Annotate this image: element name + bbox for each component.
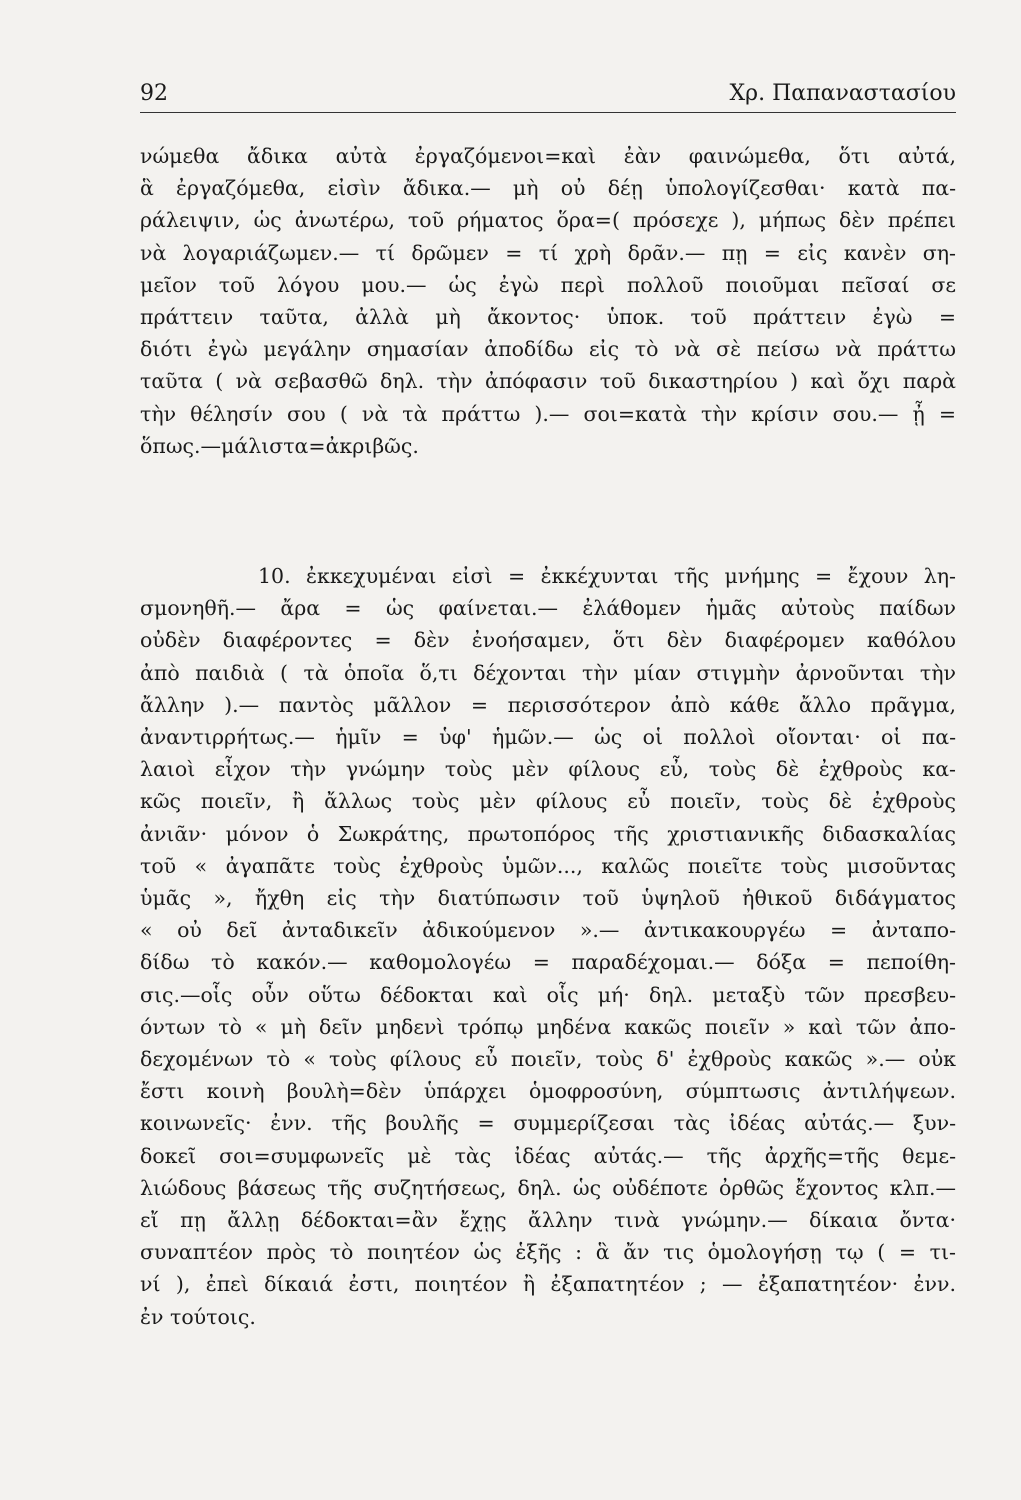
text-line: τοῦ « ἀγαπᾶτε τοὺς ἐχθροὺς ὑμῶν..., καλῶς ποιεῖτε τοὺς μισοῦντας (140, 853, 956, 878)
text-line: διότι ἐγὼ μεγάλην σημασίαν ἀποδίδω εἰς τὸ νὰ σὲ πείσω νὰ πράττω (140, 337, 956, 362)
text-line: τὴν θέλησίν σου ( νὰ τὰ πράττω ).— σοι=κατὰ τὴν κρίσιν σου.— ᾖ = (140, 401, 956, 426)
text-line: όντων τὸ « μὴ δεῖν μηδενὶ τρόπῳ μηδένα κακῶς ποιεῖν » καὶ τῶν ἀπο- (140, 1014, 956, 1039)
text-line: πράττειν ταῦτα, ἀλλὰ μὴ ἄκοντος· ὑποκ. τοῦ πράττειν ἐγὼ = (140, 305, 956, 330)
text-line: ἀπὸ παιδιὰ ( τὰ ὁποῖα ὅ,τι δέχονται τὴν μίαν στιγμὴν ἀρνοῦνται τὴν (140, 660, 956, 685)
text-line: δοκεῖ σοι=συμφωνεῖς μὲ τὰς ἰδέας αὐτάς.— τῆς ἀρχῆς=τῆς θεμε- (140, 1143, 956, 1168)
commentary-paragraph-10 (140, 560, 956, 1333)
page-header (140, 72, 956, 113)
running-head: Χρ. Παπαναστασίου (729, 81, 956, 106)
text-line: λαιοὶ εἶχον τὴν γνώμην τοὺς μὲν φίλους εὖ, τοὺς δὲ ἐχθροὺς κα- (140, 757, 956, 782)
text-line: ἄλλην ).— παντὸς μᾶλλον = περισσότερον ἀπὸ κάθε ἄλλο πρᾶγμα, (140, 692, 956, 717)
text-line: οὐδὲν διαφέροντες = δὲν ἐνοήσαμεν, ὅτι δὲν διαφέρομεν καθόλου (140, 628, 956, 653)
text-line: « οὐ δεῖ ἀνταδικεῖν ἀδικούμενον ».— ἀντικακουργέω = ἀνταπο- (140, 918, 956, 943)
section-heading-line: 10. ἐκκεχυμέναι εἰσὶ = ἐκκέχυνται τῆς μνήμης = ἔχουν λη- (258, 564, 956, 588)
text-line: εἴ πῃ ἄλλῃ δέδοκται=ἂν ἔχῃς ἄλλην τινὰ γνώμην.— δίκαια ὄντα· (140, 1208, 956, 1233)
text-line: λιώδους βάσεως τῆς συζητήσεως, δηλ. ὡς οὐδέποτε ὀρθῶς ἔχοντος κλπ.— (140, 1175, 956, 1200)
text-line: ἀναντιρρήτως.— ἡμῖν = ὑφ' ἡμῶν.— ὡς οἱ πολλοὶ οἴονται· οἱ πα- (140, 725, 956, 750)
text-line: νί ), ἐπεὶ δίκαιά ἐστι, ποιητέον ἢ ἐξαπατητέον ; — ἐξαπατητέον· ἐνν. (140, 1272, 956, 1297)
text-line: συναπτέον πρὸς τὸ ποιητέον ὡς ἑξῆς : ἃ ἄν τις ὁμολογήσῃ τῳ ( = τι- (140, 1240, 956, 1265)
commentary-paragraph-1 (140, 140, 956, 462)
text-line: κῶς ποιεῖν, ἢ ἄλλως τοὺς μὲν φίλους εὖ ποιεῖν, τοὺς δὲ ἐχθροὺς (140, 789, 956, 814)
text-line: κοινωνεῖς· ἐνν. τῆς βουλῆς = συμμερίζεσαι τὰς ἰδέας αὐτάς.— ξυν- (140, 1111, 956, 1136)
text-line: ράλειψιν, ὡς ἀνωτέρω, τοῦ ρήματος ὅρα=( πρόσεχε ), μήπως δὲν πρέπει (140, 208, 956, 233)
text-line: ταῦτα ( νὰ σεβασθῶ δηλ. τὴν ἀπόφασιν τοῦ δικαστηρίου ) καὶ ὄχι παρὰ (140, 369, 956, 394)
text-line: νώμεθα ἄδικα αὐτὰ ἐργαζόμενοι=καὶ ἐὰν φαινώμεθα, ὅτι αὐτά, (140, 144, 956, 168)
text-line: δίδω τὸ κακόν.— καθομολογέω = παραδέχομαι.— δόξα = πεποίθη- (140, 950, 956, 975)
text-line: δεχομένων τὸ « τοὺς φίλους εὖ ποιεῖν, τοὺς δ' ἐχθροὺς κακῶς ».— οὐκ (140, 1047, 956, 1072)
page-number: 92 (140, 81, 168, 106)
text-line: νὰ λογαριάζωμεν.— τί δρῶμεν = τί χρὴ δρᾶν.— πῃ = εἰς κανὲν ση- (140, 240, 956, 265)
text-line: ὑμᾶς », ἤχθη εἰς τὴν διατύπωσιν τοῦ ὑψηλοῦ ἠθικοῦ διδάγματος (140, 886, 956, 911)
text-line: σις.—οἷς οὖν οὕτω δέδοκται καὶ οἷς μή· δηλ. μεταξὺ τῶν πρεσβευ- (140, 982, 956, 1007)
text-line: σμονηθῆ.— ἄρα = ὡς φαίνεται.— ἐλάθομεν ἡμᾶς αὐτοὺς παίδων (140, 596, 956, 621)
text-line: ἐν τούτοις. (140, 1304, 256, 1329)
text-line: μεῖον τοῦ λόγου μου.— ὡς ἐγὼ περὶ πολλοῦ ποιοῦμαι πεῖσαί σε (140, 272, 956, 297)
text-line: ὅπως.—μάλιστα=ἀκριβῶς. (140, 433, 419, 458)
text-line: ἃ ἐργαζόμεθα, εἰσὶν ἄδικα.— μὴ οὐ δέῃ ὑπολογίζεσθαι· κατὰ πα- (140, 176, 956, 201)
text-line: ἔστι κοινὴ βουλὴ=δὲν ὑπάρχει ὁμοφροσύνη, σύμπτωσις ἀντιλήψεων. (140, 1079, 956, 1104)
text-line: ἀνιᾶν· μόνον ὁ Σωκράτης, πρωτοπόρος τῆς χριστιανικῆς διδασκαλίας (140, 821, 956, 846)
